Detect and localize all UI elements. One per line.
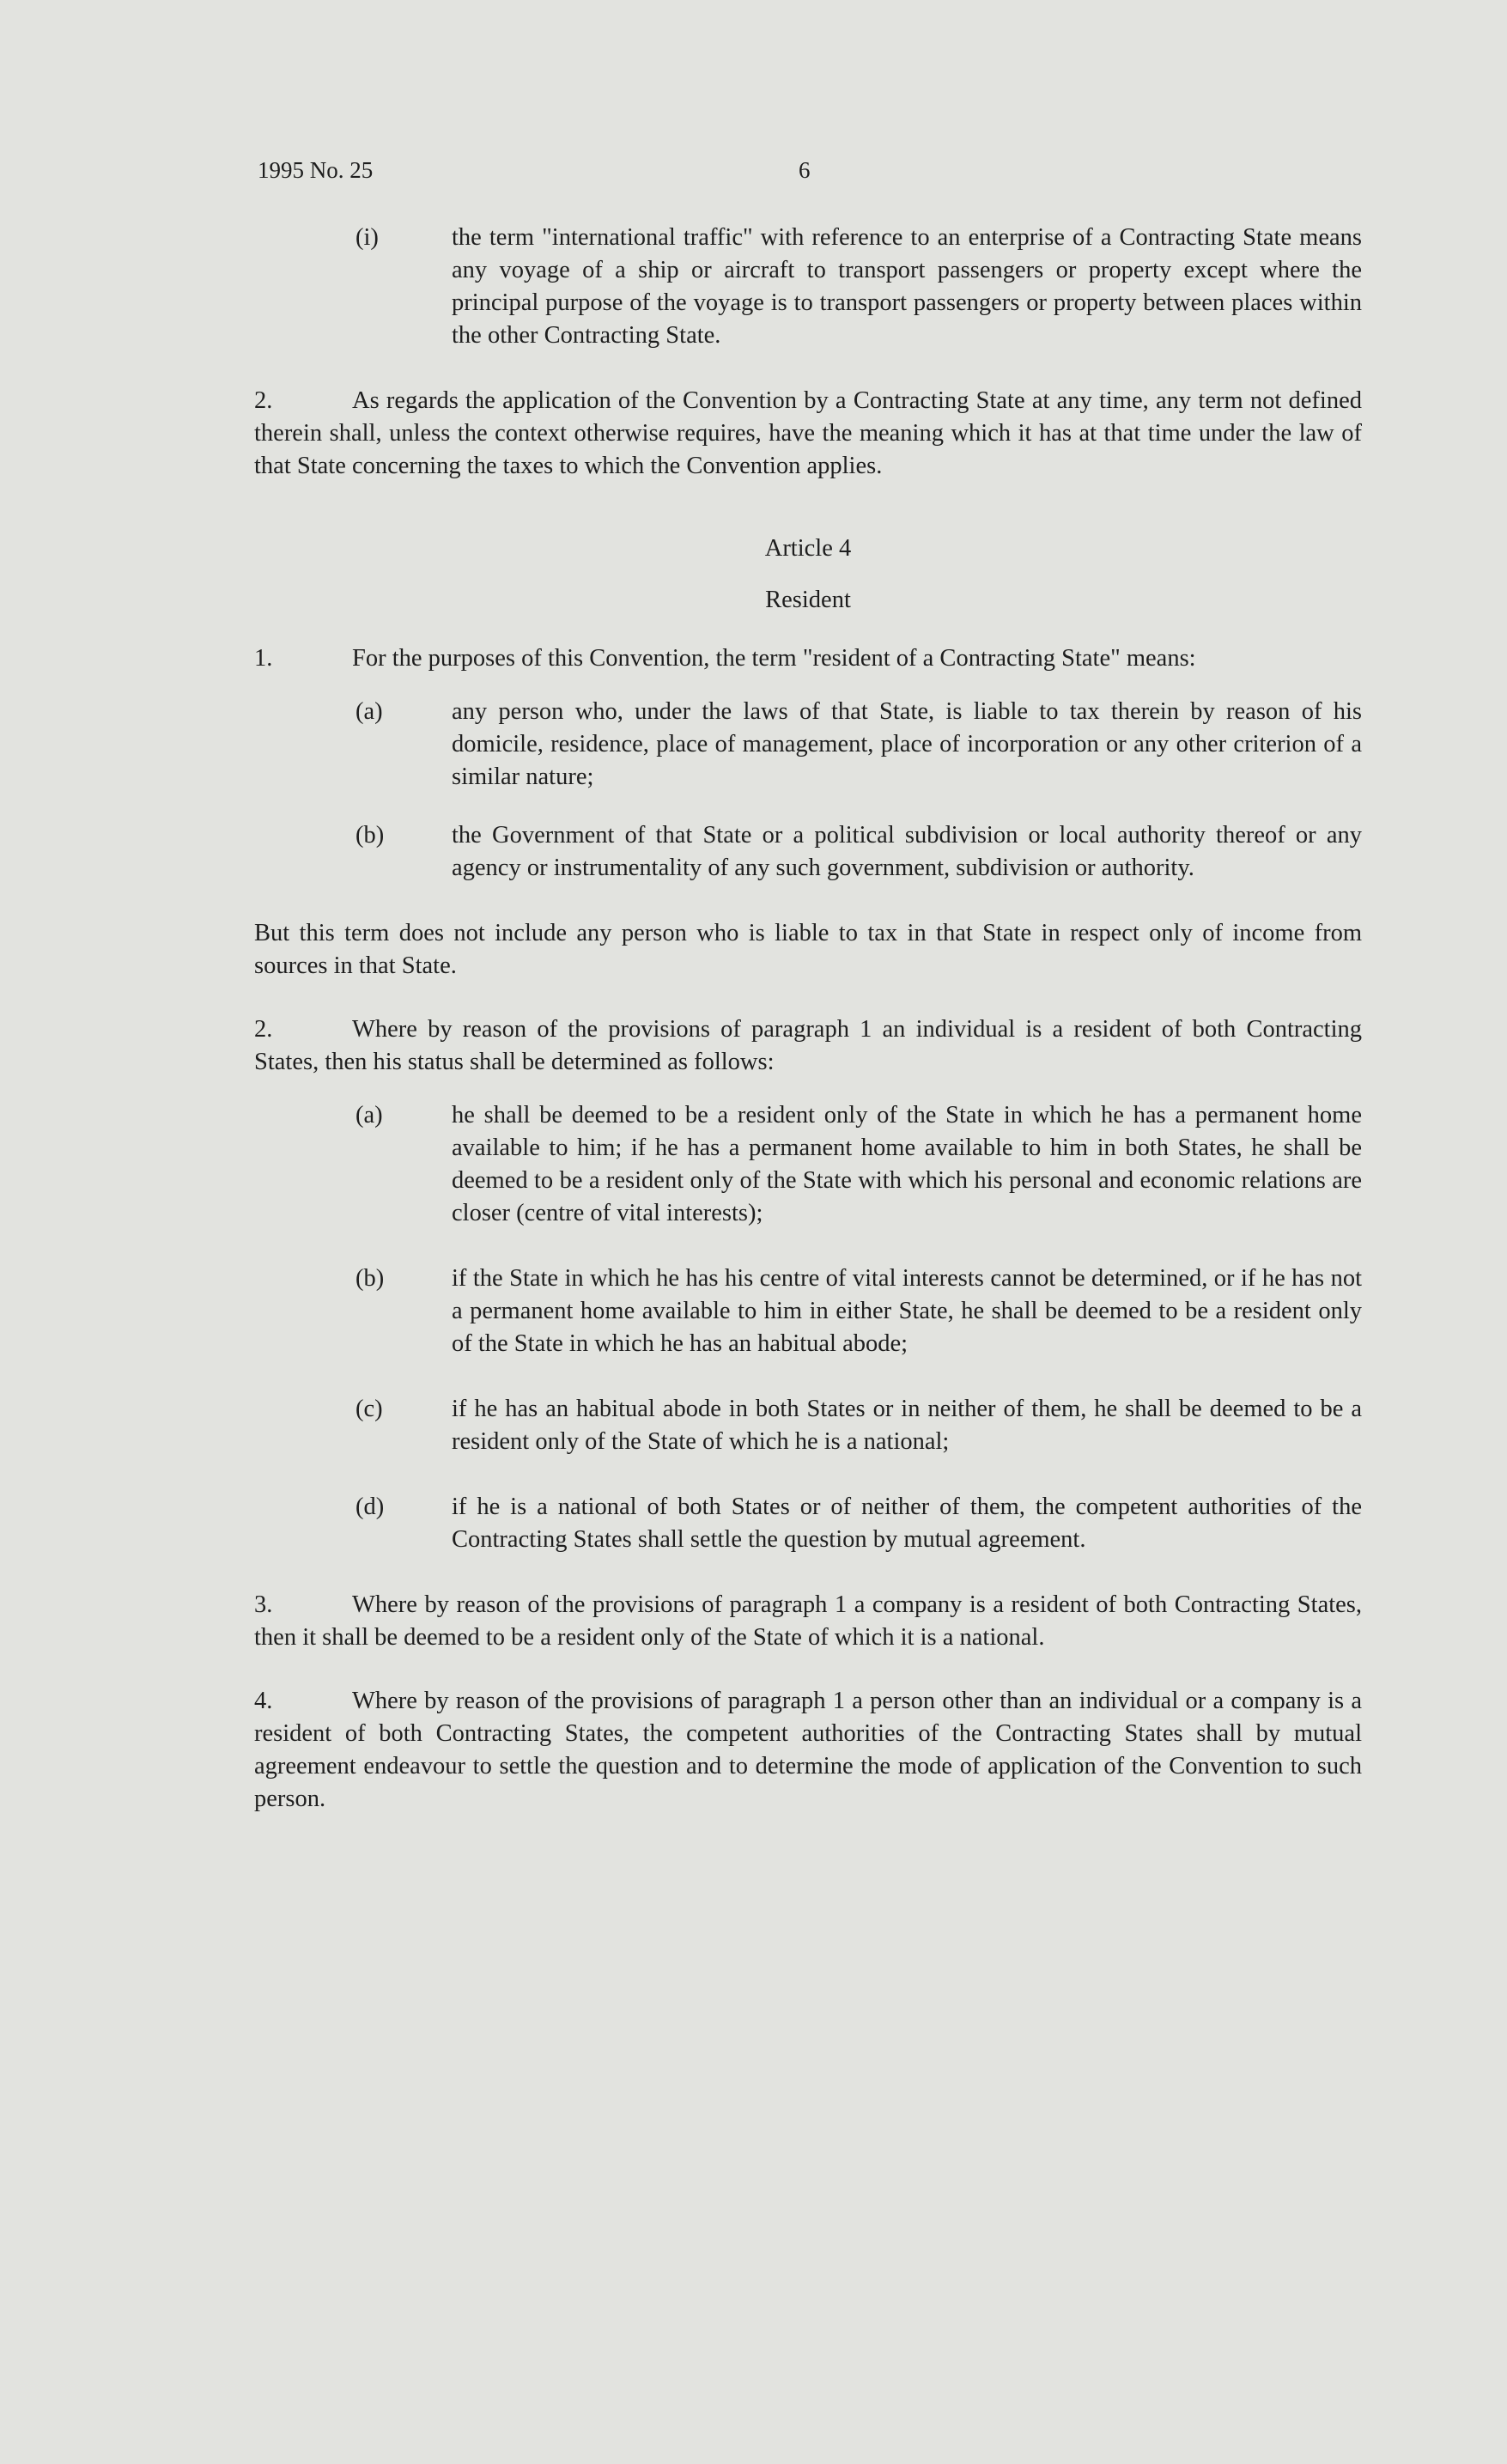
article4-paragraph-2 (254, 1013, 1362, 1079)
article4-paragraph-3 (254, 1589, 1362, 1654)
item-text: the Government of that State or a political subdivision or local authority thereof or any agency or instrumentality of any such government, subdivision or authority. (452, 822, 1362, 881)
item-label: (a) (355, 698, 383, 725)
item-label: (b) (355, 822, 385, 849)
item-text: if the State in which he has his centre of vital interests cannot be determined, or if he has not a permanent home available to him in either State, he shall be deemed to be a resident only of the State in which he has an habitual abode; (452, 1265, 1362, 1357)
item-label: (d) (355, 1494, 385, 1520)
article4-paragraph-1 (254, 642, 1362, 675)
paragraph-text: For the purposes of this Convention, the term "resident of a Contracting State" means: (352, 645, 1196, 672)
article-subtitle: Resident (765, 587, 851, 613)
resident-item-a (254, 696, 1362, 794)
paragraph-number: 1. (254, 645, 273, 672)
paragraph-text: As regards the application of the Convention by a Contracting State at any time, any term not defined therein shall, unless the context otherwise requires, have the meaning which it has at that time under the law of that State concerning the taxes to which the Convention applies. (254, 387, 1362, 479)
document-body (254, 222, 1362, 1846)
status-item-b (254, 1262, 1362, 1360)
item-text: the term "international traffic" with reference to an enterprise of a Contracting State means any voyage of a ship or aircraft to transport passengers or property except where the principal purpose of the voyage is to transport passengers or property between places within the other Contracting State. (452, 224, 1362, 349)
paragraph-text: Where by reason of the provisions of paragraph 1 a company is a resident of both Contracting States, then it shall be deemed to be a resident only of the State of which it is a national. (254, 1591, 1362, 1651)
status-item-a (254, 1099, 1362, 1230)
article4-paragraph-1-closing: But this term does not include any person who is liable to tax in that State in respect only of income from sources in that State. (254, 920, 1362, 979)
item-text: if he is a national of both States or of neither of them, the competent authorities of the Contracting States shall settle the question by mutual agreement. (452, 1494, 1362, 1553)
item-label: (c) (355, 1396, 383, 1422)
item-label: (a) (355, 1102, 383, 1129)
item-text: he shall be deemed to be a resident only of the State in which he has a permanent home available to him; if he has a permanent home available to him in both States, he shall be deemed to be a resident only of the State with which his personal and economic relations are closer (centre of vital interests); (452, 1102, 1362, 1226)
resident-item-b (254, 819, 1362, 885)
publication-reference: 1995 No. 25 (258, 157, 374, 183)
page-header (258, 157, 1249, 188)
item-text: any person who, under the laws of that State, is liable to tax therein by reason of his domicile, residence, place of management, place of incorporation or any other criterion of a similar nature; (452, 698, 1362, 790)
paragraph-number: 2. (254, 1016, 273, 1043)
page-number: 6 (799, 157, 811, 183)
paragraph-text: Where by reason of the provisions of paragraph 1 an individual is a resident of both Contracting States, then his status shall be determined as follows: (254, 1016, 1362, 1075)
item-label: (i) (355, 224, 379, 251)
article4-paragraph-4 (254, 1685, 1362, 1816)
article3-paragraph-2 (254, 385, 1362, 483)
paragraph-number: 3. (254, 1591, 273, 1618)
status-item-d (254, 1491, 1362, 1556)
item-label: (b) (355, 1265, 385, 1292)
item-text: if he has an habitual abode in both States or in neither of them, he shall be deemed to be a resident only of the State of which he is a national; (452, 1396, 1362, 1455)
status-item-c (254, 1393, 1362, 1458)
article-title: Article 4 (764, 535, 852, 562)
paragraph-text: Where by reason of the provisions of paragraph 1 a person other than an individual or a company is a resident of both Contracting States, the competent authorities of the Contracting States shall by mutual agreement endeavour to settle the question and to determine the mode of application of the Convention to such person. (254, 1688, 1362, 1812)
definition-item-i (254, 222, 1362, 352)
paragraph-number: 2. (254, 387, 273, 414)
paragraph-number: 4. (254, 1688, 273, 1714)
